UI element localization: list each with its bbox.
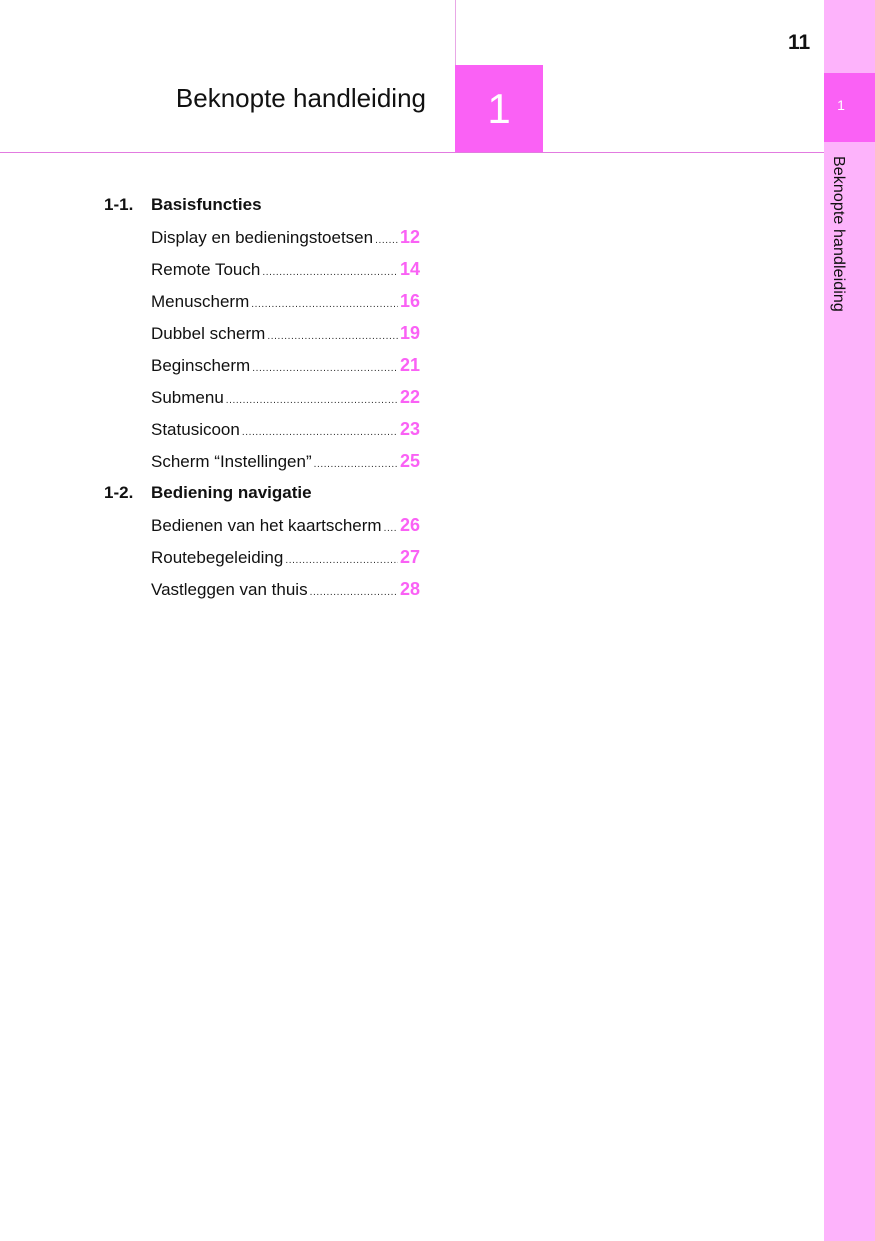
dot-leader [310,587,398,598]
toc-entry[interactable] [151,579,420,603]
toc-entry-label: Bedienen van het kaartscherm [151,516,382,535]
toc-entry-label: Dubbel scherm [151,324,266,343]
chapter-title: Beknopte handleiding [175,83,426,113]
dot-leader [251,299,398,310]
toc-entry[interactable] [151,451,420,475]
dot-leader [384,523,398,534]
section-title: Bediening navigatie [151,483,312,502]
header-divider [455,0,456,66]
toc-entry-label: Statusicoon [151,420,240,439]
dot-leader [242,427,398,438]
dot-leader [314,459,398,470]
toc-entry-label: Submenu [151,388,224,407]
section-number: 1-2. [104,483,134,502]
header-rule [0,152,824,153]
side-tab-number: 1 [837,97,845,113]
toc-entry[interactable] [151,387,420,411]
toc-entry-page: 14 [399,259,420,279]
toc-entry[interactable] [151,323,420,347]
toc-entry[interactable] [151,259,420,283]
toc-entry[interactable] [151,227,420,251]
toc-entry-page: 12 [399,227,420,247]
toc-entry[interactable] [151,547,420,571]
toc-entry-label: Vastleggen van thuis [151,580,308,599]
toc-entry-page: 19 [399,323,420,343]
toc-entry-page: 25 [399,451,420,471]
dot-leader [252,363,398,374]
toc-entry[interactable] [151,419,420,443]
chapter-number: 1 [487,85,511,132]
section-title: Basisfuncties [151,195,262,214]
toc-entry-page: 26 [399,515,420,535]
dot-leader [262,267,398,278]
toc-entry-page: 21 [399,355,420,375]
toc-entry-page: 23 [399,419,420,439]
toc-entry[interactable] [151,355,420,379]
toc-entry-label: Menuscherm [151,292,250,311]
toc-entry-page: 28 [399,579,420,599]
toc-entry-label: Routebegeleiding [151,548,284,567]
dot-leader [226,395,398,406]
toc-entry[interactable] [151,515,420,539]
toc-entry-page: 16 [399,291,420,311]
page-number: 11 [788,31,811,54]
toc-entry-label: Beginscherm [151,356,251,375]
toc-entry-label: Remote Touch [151,260,261,279]
toc-entry-label: Scherm “Instellingen” [151,452,312,471]
toc-entry-label: Display en bedieningstoetsen [151,228,374,247]
toc-entry[interactable] [151,291,420,315]
toc-entry-page: 27 [399,547,420,567]
toc-entry-page: 22 [399,387,420,407]
dot-leader [267,331,398,342]
dot-leader [375,235,398,246]
side-tab-title: Beknopte handleiding [830,156,847,312]
side-chapter-tab[interactable] [824,73,875,142]
dot-leader [285,555,398,566]
section-number: 1-1. [104,195,134,214]
